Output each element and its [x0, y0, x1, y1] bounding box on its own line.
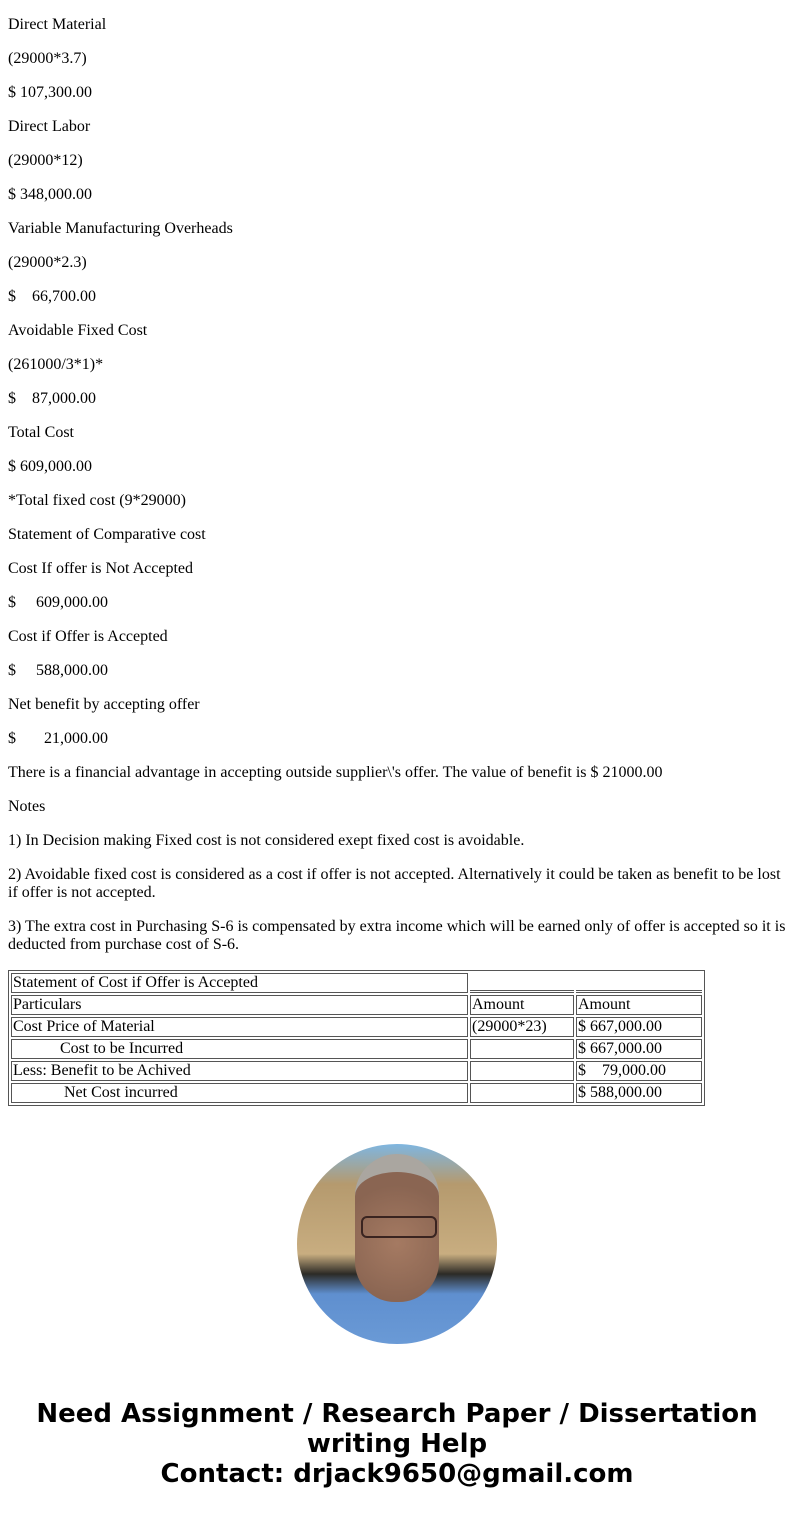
text-paragraph: $ 87,000.00 [8, 390, 96, 407]
text-paragraph: $ 107,300.00 [8, 84, 92, 101]
text-paragraph: (261000/3*1)* [8, 356, 104, 373]
row-formula [470, 1039, 574, 1059]
header-particulars: Particulars [11, 995, 468, 1015]
text-paragraph: 3) The extra cost in Purchasing S-6 is compensated by extra income which will be earned only of offer is accepted so it is deducted from purchase cost of S-6. [8, 918, 790, 953]
text-paragraph: (29000*2.3) [8, 254, 87, 271]
blank-cell [470, 973, 574, 993]
table-row [11, 1017, 702, 1037]
table-row [11, 1061, 702, 1081]
text-paragraph: *Total fixed cost (9*29000) [8, 492, 186, 509]
text-paragraph: Total Cost [8, 424, 74, 441]
row-amount: $ 667,000.00 [576, 1039, 702, 1059]
text-paragraph: $ 21,000.00 [8, 730, 108, 747]
text-paragraph: $ 348,000.00 [8, 186, 92, 203]
text-paragraph: Notes [8, 798, 46, 815]
text-paragraph: Variable Manufacturing Overheads [8, 220, 233, 237]
text-paragraph: Net benefit by accepting offer [8, 696, 200, 713]
table-row [11, 1083, 702, 1103]
text-paragraph: 2) Avoidable fixed cost is considered as a cost if offer is not accepted. Alternatively it could be taken as benefit to be lost if offer is not accepted. [8, 866, 785, 901]
row-amount: $ 667,000.00 [576, 1017, 702, 1037]
footer-help-text: Need Assignment / Research Paper / Dissertation writing Help [36, 1399, 758, 1459]
text-paragraph: $ 609,000.00 [8, 594, 108, 611]
text-paragraph: (29000*3.7) [8, 50, 87, 67]
table-title-row [11, 973, 702, 993]
header-amount: Amount [470, 995, 574, 1015]
text-paragraph: Direct Material [8, 16, 107, 33]
text-paragraph: 1) In Decision making Fixed cost is not considered exept fixed cost is avoidable. [8, 832, 525, 849]
row-label: Less: Benefit to be Achived [11, 1061, 468, 1081]
text-paragraph: Cost if Offer is Accepted [8, 628, 168, 645]
table-header-row [11, 995, 702, 1015]
text-paragraph: $ 609,000.00 [8, 458, 92, 475]
text-paragraph: Direct Labor [8, 118, 91, 135]
text-paragraph: (29000*12) [8, 152, 83, 169]
glasses-shape [361, 1216, 437, 1238]
text-paragraph: Cost If offer is Not Accepted [8, 560, 193, 577]
footer-banner [8, 1399, 786, 1489]
text-paragraph: $ 66,700.00 [8, 288, 96, 305]
solution-text [8, 16, 790, 954]
text-paragraph: Avoidable Fixed Cost [8, 322, 148, 339]
row-label: Cost Price of Material [11, 1017, 468, 1037]
row-formula [470, 1061, 574, 1081]
table-title: Statement of Cost if Offer is Accepted [11, 973, 468, 993]
blank-cell [576, 973, 702, 993]
avatar-photo [297, 1144, 497, 1344]
row-amount: $ 588,000.00 [576, 1083, 702, 1103]
header-amount: Amount [576, 995, 702, 1015]
footer-contact[interactable]: Contact: drjack9650@gmail.com [160, 1459, 634, 1489]
row-formula: (29000*23) [470, 1017, 574, 1037]
text-paragraph: There is a financial advantage in accepting outside supplier\'s offer. The value of benefit is $ 21000.00 [8, 764, 663, 781]
row-amount: $ 79,000.00 [576, 1061, 702, 1081]
text-paragraph: $ 588,000.00 [8, 662, 108, 679]
row-label: Cost to be Incurred [11, 1039, 468, 1059]
cost-statement-table [8, 970, 705, 1106]
table-row [11, 1039, 702, 1059]
text-paragraph: Statement of Comparative cost [8, 526, 206, 543]
row-label: Net Cost incurred [11, 1083, 468, 1103]
row-formula [470, 1083, 574, 1103]
avatar-container [8, 1144, 786, 1349]
